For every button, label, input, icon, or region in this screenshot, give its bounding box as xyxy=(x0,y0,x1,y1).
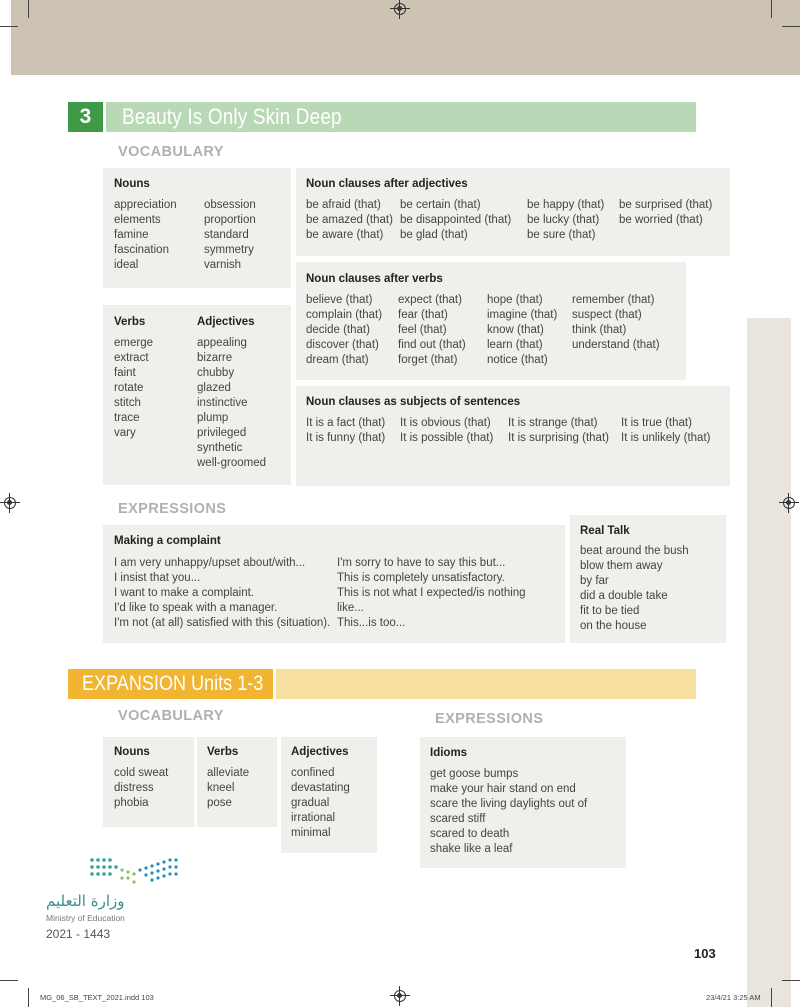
real-talk-list xyxy=(580,544,689,634)
list-item: make your hair stand on end xyxy=(430,783,576,795)
noun-clauses-subjects-title: Noun clauses as subjects of sentences xyxy=(306,396,521,408)
list-item: This...is too... xyxy=(337,617,406,629)
list-item: appealing xyxy=(197,337,247,349)
list-item: proportion xyxy=(204,214,256,226)
list-item: forget (that) xyxy=(398,354,458,366)
list-item: cold sweat xyxy=(114,767,169,779)
vocabulary-heading: VOCABULARY xyxy=(118,144,224,160)
adjectives-list xyxy=(197,336,266,471)
list-item: beat around the bush xyxy=(580,545,689,557)
ministry-english: Ministry of Education xyxy=(46,913,125,923)
ncv-col1 xyxy=(306,293,382,368)
list-item: blow them away xyxy=(580,560,663,572)
side-band xyxy=(747,318,791,1007)
list-item: gradual xyxy=(291,797,330,809)
list-item: irrational xyxy=(291,812,336,824)
crop-mark xyxy=(771,988,772,1007)
list-item: trace xyxy=(114,412,140,424)
crop-mark xyxy=(771,0,772,18)
expressions-heading: EXPRESSIONS xyxy=(118,501,227,517)
list-item: rotate xyxy=(114,382,144,394)
list-item: vary xyxy=(114,427,136,439)
nca-col2 xyxy=(400,198,511,243)
list-item: bizarre xyxy=(197,352,233,364)
ncs-col1 xyxy=(306,416,385,446)
page-number: 103 xyxy=(694,946,716,961)
list-item: minimal xyxy=(291,827,331,839)
ncv-col3 xyxy=(487,293,557,368)
list-item: I insist that you... xyxy=(114,572,201,584)
complaint-title: Making a complaint xyxy=(114,535,221,547)
verbs-title: Verbs xyxy=(114,316,146,328)
list-item: did a double take xyxy=(580,590,668,602)
list-item: pose xyxy=(207,797,232,809)
complaint-col1 xyxy=(114,556,330,631)
list-item: extract xyxy=(114,352,149,364)
list-item: be amazed (that) xyxy=(306,214,393,226)
list-item: be disappointed (that) xyxy=(400,214,512,226)
ncv-col4 xyxy=(572,293,660,353)
list-item: elements xyxy=(114,214,161,226)
expansion-title: EXPANSION Units 1-3 xyxy=(82,672,264,695)
crop-mark xyxy=(782,26,800,27)
list-item: chubby xyxy=(197,367,235,379)
nca-col4 xyxy=(619,198,712,228)
expansion-nouns-title: Nouns xyxy=(114,746,150,758)
ncs-col4 xyxy=(621,416,710,446)
registration-mark-icon xyxy=(394,3,406,15)
list-item: be glad (that) xyxy=(400,229,468,241)
list-item: get goose bumps xyxy=(430,768,519,780)
crop-mark xyxy=(782,980,800,981)
list-item: discover (that) xyxy=(306,339,379,351)
list-item: I am very unhappy/upset about/with... xyxy=(114,557,306,569)
list-item: It is possible (that) xyxy=(400,432,494,444)
list-item: hope (that) xyxy=(487,294,543,306)
list-item: be happy (that) xyxy=(527,199,605,211)
list-item: It is strange (that) xyxy=(508,417,598,429)
nouns-col2 xyxy=(204,198,256,273)
list-item: varnish xyxy=(204,259,242,271)
list-item: feel (that) xyxy=(398,324,447,336)
list-item: I want to make a complaint. xyxy=(114,587,254,599)
list-item: learn (that) xyxy=(487,339,543,351)
crop-mark xyxy=(28,0,29,18)
list-item: instinctive xyxy=(197,397,248,409)
idioms-list xyxy=(430,767,587,857)
crop-mark xyxy=(0,26,18,27)
list-item: This is completely unsatisfactory. xyxy=(337,572,505,584)
list-item: I'd like to speak with a manager. xyxy=(114,602,278,614)
ncs-col2 xyxy=(400,416,493,446)
list-item: faint xyxy=(114,367,136,379)
ministry-arabic: وزارة التعليم xyxy=(46,892,125,910)
ncv-col2 xyxy=(398,293,466,368)
list-item: appreciation xyxy=(114,199,177,211)
list-item: scared stiff xyxy=(430,813,486,825)
list-item: famine xyxy=(114,229,149,241)
crop-mark xyxy=(0,980,18,981)
expansion-verbs-list xyxy=(207,766,249,811)
list-item: glazed xyxy=(197,382,231,394)
nouns-col1 xyxy=(114,198,177,273)
list-item: plump xyxy=(197,412,229,424)
list-item: kneel xyxy=(207,782,235,794)
list-item: notice (that) xyxy=(487,354,548,366)
list-item: confined xyxy=(291,767,335,779)
list-item: I'm not (at all) satisfied with this (situation). xyxy=(114,617,331,629)
list-item: suspect (that) xyxy=(572,309,642,321)
nouns-title: Nouns xyxy=(114,178,150,190)
list-item: obsession xyxy=(204,199,256,211)
list-item: know (that) xyxy=(487,324,544,336)
list-item: decide (that) xyxy=(306,324,370,336)
unit-title: Beauty Is Only Skin Deep xyxy=(122,104,342,129)
list-item: find out (that) xyxy=(398,339,466,351)
list-item: phobia xyxy=(114,797,149,809)
registration-mark-icon xyxy=(394,990,406,1002)
nca-col1 xyxy=(306,198,393,243)
unit-number: 3 xyxy=(68,102,103,132)
list-item: It is surprising (that) xyxy=(508,432,609,444)
list-item: This is not what I expected/is nothing xyxy=(337,587,526,599)
noun-clauses-adjectives-title: Noun clauses after adjectives xyxy=(306,178,468,190)
list-item: scared to death xyxy=(430,828,510,840)
list-item: It is a fact (that) xyxy=(306,417,386,429)
expansion-adjectives-title: Adjectives xyxy=(291,746,349,758)
list-item: imagine (that) xyxy=(487,309,558,321)
list-item: It is unlikely (that) xyxy=(621,432,711,444)
list-item: emerge xyxy=(114,337,153,349)
idioms-title: Idioms xyxy=(430,747,468,759)
list-item: dream (that) xyxy=(306,354,369,366)
list-item: alleviate xyxy=(207,767,250,779)
ministry-year: 2021 - 1443 xyxy=(46,927,111,941)
list-item: fascination xyxy=(114,244,169,256)
expansion-nouns-list xyxy=(114,766,168,811)
list-item: be surprised (that) xyxy=(619,199,713,211)
real-talk-title: Real Talk xyxy=(580,525,630,537)
list-item: be aware (that) xyxy=(306,229,384,241)
list-item: on the house xyxy=(580,620,647,632)
expansion-adjectives-list xyxy=(291,766,350,841)
expansion-verbs-title: Verbs xyxy=(207,746,239,758)
list-item: like... xyxy=(337,602,364,614)
noun-clauses-verbs-title: Noun clauses after verbs xyxy=(306,273,443,285)
verbs-list xyxy=(114,336,153,441)
list-item: ideal xyxy=(114,259,139,271)
adjectives-title: Adjectives xyxy=(197,316,255,328)
complaint-col2 xyxy=(337,556,526,631)
list-item: devastating xyxy=(291,782,350,794)
list-item: scare the living daylights out of xyxy=(430,798,588,810)
list-item: complain (that) xyxy=(306,309,383,321)
list-item: I'm sorry to have to say this but... xyxy=(337,557,506,569)
list-item: symmetry xyxy=(204,244,254,256)
list-item: distress xyxy=(114,782,154,794)
ministry-logo-icon xyxy=(88,856,180,888)
list-item: by far xyxy=(580,575,609,587)
list-item: expect (that) xyxy=(398,294,462,306)
nca-col3 xyxy=(527,198,604,243)
list-item: privileged xyxy=(197,427,247,439)
list-item: be worried (that) xyxy=(619,214,703,226)
expansion-vocabulary-heading: VOCABULARY xyxy=(118,708,224,724)
list-item: It is true (that) xyxy=(621,417,692,429)
list-item: standard xyxy=(204,229,249,241)
registration-mark-icon xyxy=(783,497,795,509)
ncs-col3 xyxy=(508,416,609,446)
list-item: think (that) xyxy=(572,324,627,336)
list-item: stitch xyxy=(114,397,141,409)
list-item: be lucky (that) xyxy=(527,214,600,226)
list-item: be certain (that) xyxy=(400,199,481,211)
footer-date: 23/4/21 3:25 AM xyxy=(706,993,761,1002)
list-item: synthetic xyxy=(197,442,243,454)
crop-mark xyxy=(28,988,29,1007)
list-item: understand (that) xyxy=(572,339,660,351)
list-item: fear (that) xyxy=(398,309,448,321)
registration-mark-icon xyxy=(4,497,16,509)
list-item: be sure (that) xyxy=(527,229,596,241)
list-item: well-groomed xyxy=(197,457,267,469)
list-item: remember (that) xyxy=(572,294,655,306)
list-item: be afraid (that) xyxy=(306,199,381,211)
list-item: shake like a leaf xyxy=(430,843,513,855)
list-item: believe (that) xyxy=(306,294,373,306)
expansion-bar xyxy=(276,669,696,699)
footer-file: MG_06_SB_TEXT_2021.indd 103 xyxy=(40,993,154,1002)
expansion-expressions-heading: EXPRESSIONS xyxy=(435,711,544,727)
list-item: It is funny (that) xyxy=(306,432,386,444)
list-item: fit to be tied xyxy=(580,605,640,617)
list-item: It is obvious (that) xyxy=(400,417,491,429)
